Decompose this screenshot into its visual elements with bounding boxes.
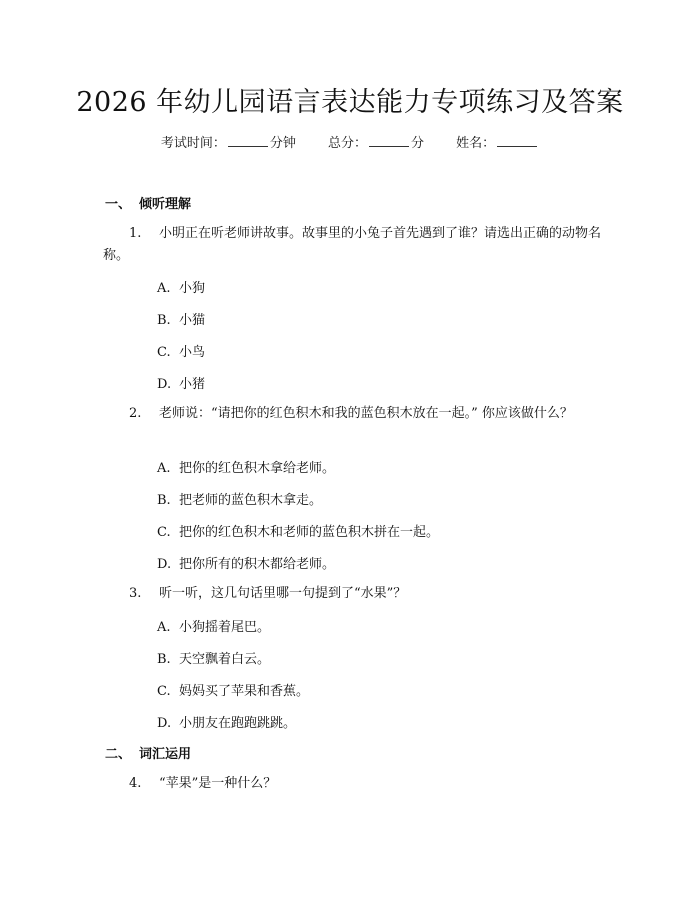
total-score-label: 总分： xyxy=(327,136,367,151)
option-letter: A. xyxy=(157,461,171,476)
page-title: 2026 年幼儿园语言表达能力专项练习及答案 xyxy=(76,87,624,118)
exam-time-blank xyxy=(228,134,268,147)
option-text: 把老师的蓝色积木拿走。 xyxy=(179,493,323,508)
option-1b xyxy=(157,309,205,328)
option-text: 把你所有的积木都给老师。 xyxy=(179,557,336,572)
total-score-blank xyxy=(369,134,409,147)
question-text: 老师说：“请把你的红色积木和我的蓝色积木放在一起。” 你应该做什么？ xyxy=(159,406,573,421)
option-text: 天空飘着白云。 xyxy=(179,652,271,667)
option-3b xyxy=(157,648,270,667)
option-letter: B. xyxy=(157,313,171,328)
section-number: 一、 xyxy=(105,197,132,212)
option-1c xyxy=(157,341,205,360)
exam-time xyxy=(161,136,300,151)
option-text: 把你的红色积木拿给老师。 xyxy=(179,461,336,476)
option-2d xyxy=(157,553,335,572)
section-number: 二、 xyxy=(105,747,132,762)
option-2a xyxy=(157,457,335,476)
option-letter: A. xyxy=(157,620,171,635)
question-text: 小明正在听老师讲故事。故事里的小兔子首先遇到了谁？请选出正确的动物名称。 xyxy=(103,226,602,263)
option-text: 小猪 xyxy=(179,377,206,392)
student-name-blank xyxy=(497,134,537,147)
student-name-label: 姓名： xyxy=(456,136,496,151)
option-letter: D. xyxy=(157,716,172,731)
option-2c xyxy=(157,521,439,540)
exam-time-unit: 分钟 xyxy=(269,136,296,151)
option-text: 小鸟 xyxy=(179,345,206,360)
question-text: 听一听，这几句话里哪一句提到了“水果”？ xyxy=(159,586,407,601)
option-letter: B. xyxy=(157,652,171,667)
option-letter: C. xyxy=(157,345,171,360)
option-letter: C. xyxy=(157,684,171,699)
option-3a xyxy=(157,616,270,635)
question-number: 2. xyxy=(129,406,142,421)
total-score-unit: 分 xyxy=(411,136,425,151)
section-heading xyxy=(105,193,191,212)
question-text: “苹果”是一种什么？ xyxy=(159,776,277,791)
option-letter: D. xyxy=(157,377,172,392)
question-number: 4. xyxy=(129,776,142,791)
student-name xyxy=(456,136,539,151)
option-2b xyxy=(157,489,322,508)
option-1d xyxy=(157,373,205,392)
option-text: 小狗摇着尾巴。 xyxy=(179,620,271,635)
question-1 xyxy=(103,223,603,267)
option-text: 把你的红色积木和老师的蓝色积木拼在一起。 xyxy=(179,525,440,540)
option-text: 小朋友在跑跑跳跳。 xyxy=(179,716,297,731)
option-3c xyxy=(157,680,309,699)
question-2 xyxy=(103,403,603,425)
option-letter: B. xyxy=(157,493,171,508)
total-score xyxy=(328,136,428,151)
option-letter: D. xyxy=(157,557,172,572)
option-text: 妈妈买了苹果和香蕉。 xyxy=(179,684,310,699)
option-1a xyxy=(157,277,205,296)
question-number: 3. xyxy=(129,586,142,601)
section-title: 词汇运用 xyxy=(139,747,192,762)
exam-meta xyxy=(0,132,700,151)
question-4 xyxy=(103,773,603,795)
question-number: 1. xyxy=(129,226,142,241)
question-3 xyxy=(103,583,603,605)
section-title: 倾听理解 xyxy=(139,197,192,212)
option-3d xyxy=(157,712,296,731)
section-heading xyxy=(105,743,191,762)
option-letter: C. xyxy=(157,525,171,540)
option-letter: A. xyxy=(157,281,171,296)
option-text: 小猫 xyxy=(179,313,206,328)
option-text: 小狗 xyxy=(179,281,206,296)
exam-time-label: 考试时间： xyxy=(160,136,226,151)
